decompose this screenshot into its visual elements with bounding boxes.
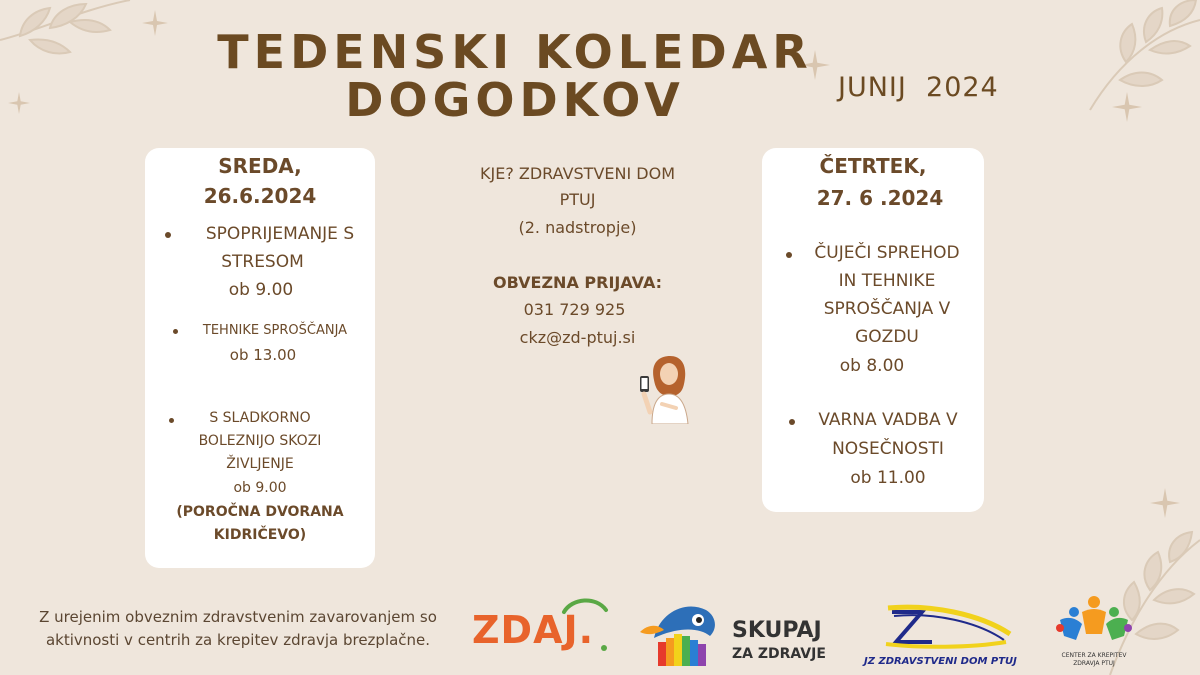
skupaj-za-zdravje-logo bbox=[640, 598, 840, 668]
ckz-ptuj-logo bbox=[1046, 594, 1142, 670]
sparkle-icon bbox=[1150, 488, 1180, 518]
event-time: ob 8.00 bbox=[839, 356, 905, 376]
event-title: SPOPRIJEMANJE S bbox=[205, 224, 355, 244]
bullet-icon bbox=[786, 252, 792, 258]
where-line-3: (2. nadstropje) bbox=[518, 218, 637, 237]
event-title: TEHNIKE SPROŠČANJA bbox=[202, 323, 348, 338]
event-title: GOZDU bbox=[855, 327, 919, 347]
event-title: SPROŠČANJA V bbox=[823, 299, 951, 319]
jz-logo-text: JZ ZDRAVSTVENI DOM PTUJ bbox=[864, 656, 1017, 667]
event-location: KIDRIČEVO) bbox=[213, 527, 307, 543]
signup-email: ckz@zd-ptuj.si bbox=[519, 328, 636, 347]
sparkle-icon bbox=[1112, 92, 1142, 122]
event-title: NOSEČNOSTI bbox=[832, 439, 944, 459]
bullet-icon bbox=[173, 329, 178, 334]
signup-phone: 031 729 925 bbox=[523, 300, 626, 319]
event-title: BOLEZNIJO SKOZI bbox=[198, 433, 322, 449]
skupaj-logo-line-2: ZA ZDRAVJE bbox=[732, 646, 826, 662]
event-title: S SLADKORNO bbox=[209, 410, 311, 426]
jz-zdravstveni-dom-ptuj-logo bbox=[860, 604, 1020, 670]
title-line-2: DOGODKOV bbox=[345, 73, 685, 127]
event-location: (POROČNA DVORANA bbox=[176, 504, 344, 520]
month-label: JUNIJ 2024 bbox=[838, 72, 999, 103]
wednesday-card bbox=[145, 148, 375, 568]
bullet-icon bbox=[165, 232, 171, 238]
event-title: STRESOM bbox=[221, 252, 304, 272]
card-day: ČETRTEK, bbox=[819, 154, 927, 178]
event-time: ob 9.00 bbox=[228, 280, 294, 300]
ckz-logo-line-2: ZDRAVJA PTUJ bbox=[1073, 660, 1115, 667]
footer-note-line-2: aktivnosti v centrih za krepitev zdravja brezplačne. bbox=[45, 631, 431, 649]
footer-note bbox=[18, 606, 458, 652]
event-time: ob 11.00 bbox=[850, 468, 926, 488]
skupaj-logo-line-1: SKUPAJ bbox=[732, 618, 822, 643]
zdaj-logo bbox=[472, 596, 622, 666]
event-title: IN TEHNIKE bbox=[838, 271, 936, 291]
where-line-2: PTUJ bbox=[559, 190, 596, 209]
card-date: 27. 6 .2024 bbox=[816, 186, 944, 210]
footer-note-line-1: Z urejenim obveznim zdravstvenim zavarovanjem so bbox=[39, 608, 437, 626]
woman-with-phone-illustration bbox=[636, 352, 700, 424]
signup-label: OBVEZNA PRIJAVA: bbox=[492, 273, 663, 292]
card-date: 26.6.2024 bbox=[203, 184, 317, 208]
event-title: ŽIVLJENJE bbox=[226, 456, 294, 472]
thursday-card bbox=[762, 148, 984, 512]
event-title: ČUJEČI SPREHOD bbox=[814, 243, 960, 263]
page-title bbox=[205, 25, 825, 127]
zdaj-logo-text: ZDAJ. bbox=[472, 608, 595, 652]
bullet-icon bbox=[789, 419, 795, 425]
event-time: ob 9.00 bbox=[233, 480, 287, 496]
sparkle-icon bbox=[8, 92, 30, 114]
sparkle-icon bbox=[142, 10, 168, 36]
where-line-1: KJE? ZDRAVSTVENI DOM bbox=[480, 164, 675, 183]
card-day: SREDA, bbox=[218, 154, 302, 178]
title-line-1: TEDENSKI KOLEDAR bbox=[217, 25, 813, 79]
ckz-logo-line-1: CENTER ZA KREPITEV bbox=[1061, 652, 1127, 659]
event-title: VARNA VADBA V bbox=[818, 410, 958, 430]
event-time: ob 13.00 bbox=[229, 346, 297, 364]
